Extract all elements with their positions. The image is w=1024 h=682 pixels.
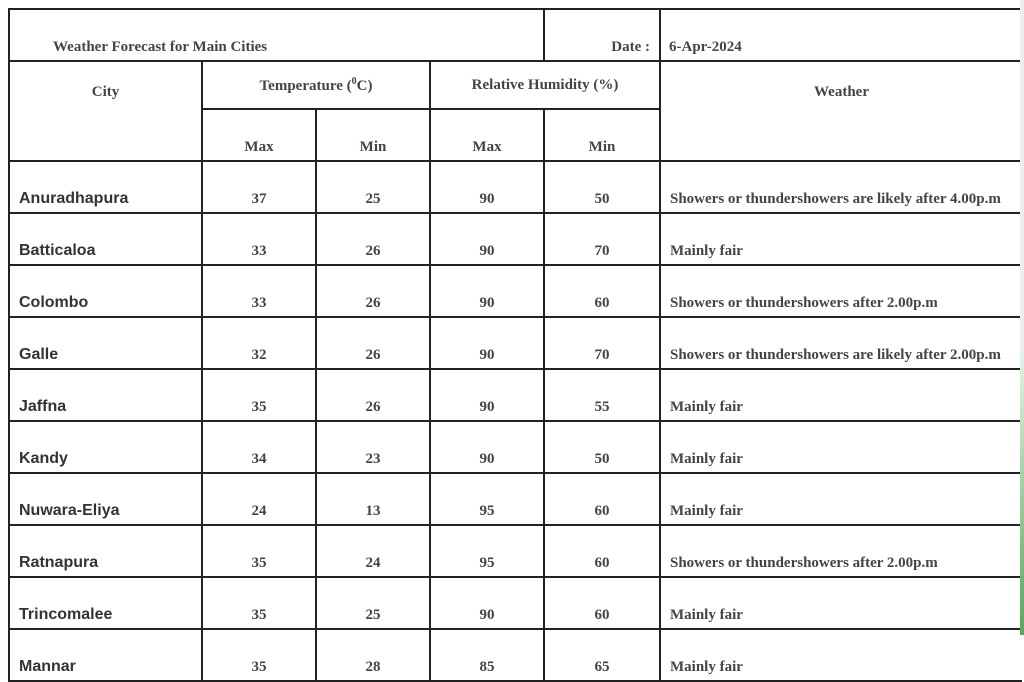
- temp-min-value: 26: [316, 317, 430, 369]
- weather-description: Showers or thundershowers are likely after 4.00p.m: [660, 161, 1022, 213]
- column-header-city: City: [9, 61, 202, 161]
- humidity-max-value: 90: [430, 213, 544, 265]
- temp-min-value: 25: [316, 161, 430, 213]
- table-row: [9, 525, 1022, 577]
- city-name: Jaffna: [9, 369, 202, 421]
- humidity-min-value: 70: [544, 213, 660, 265]
- temp-max-value: 33: [202, 213, 316, 265]
- temperature-label-prefix: Temperature (: [259, 77, 352, 94]
- temp-max-value: 35: [202, 525, 316, 577]
- temperature-degree-sup: 0: [351, 75, 357, 87]
- temp-max-value: 35: [202, 369, 316, 421]
- weather-description: Showers or thundershowers after 2.00p.m: [660, 265, 1022, 317]
- temp-min-value: 26: [316, 369, 430, 421]
- weather-description: Mainly fair: [660, 629, 1022, 681]
- humidity-max-value: 90: [430, 369, 544, 421]
- temp-min-value: 25: [316, 577, 430, 629]
- temp-min-value: 26: [316, 265, 430, 317]
- city-name: Mannar: [9, 629, 202, 681]
- forecast-table: [8, 8, 1022, 682]
- table-row: [9, 421, 1022, 473]
- weather-description: Mainly fair: [660, 577, 1022, 629]
- humidity-max-value: 95: [430, 525, 544, 577]
- column-header-hum-max: Max: [430, 109, 544, 161]
- header-row-1: [9, 61, 1022, 109]
- temp-max-value: 24: [202, 473, 316, 525]
- weather-description: Mainly fair: [660, 213, 1022, 265]
- humidity-min-value: 50: [544, 421, 660, 473]
- humidity-min-value: 60: [544, 265, 660, 317]
- humidity-min-value: 55: [544, 369, 660, 421]
- table-body: [9, 161, 1022, 681]
- window-edge-strip: [1020, 0, 1024, 635]
- weather-description: Showers or thundershowers after 2.00p.m: [660, 525, 1022, 577]
- temp-min-value: 23: [316, 421, 430, 473]
- humidity-max-value: 90: [430, 265, 544, 317]
- column-header-temp-max: Max: [202, 109, 316, 161]
- city-name: Batticaloa: [9, 213, 202, 265]
- temperature-label-suffix: C): [356, 77, 373, 94]
- temp-max-value: 35: [202, 629, 316, 681]
- title-row: [9, 9, 1022, 61]
- humidity-min-value: 50: [544, 161, 660, 213]
- column-header-weather: Weather: [660, 61, 1022, 161]
- temp-min-value: 26: [316, 213, 430, 265]
- humidity-min-value: 65: [544, 629, 660, 681]
- temp-max-value: 37: [202, 161, 316, 213]
- table-row: [9, 629, 1022, 681]
- table-row: [9, 265, 1022, 317]
- column-header-temp-min: Min: [316, 109, 430, 161]
- city-name: Trincomalee: [9, 577, 202, 629]
- city-name: Nuwara-Eliya: [9, 473, 202, 525]
- date-value: 6-Apr-2024: [660, 9, 1022, 61]
- table-row: [9, 317, 1022, 369]
- table-row: [9, 473, 1022, 525]
- temp-min-value: 13: [316, 473, 430, 525]
- weather-description: Showers or thundershowers are likely after 2.00p.m: [660, 317, 1022, 369]
- column-header-temperature: [202, 61, 430, 109]
- weather-description: Mainly fair: [660, 369, 1022, 421]
- city-name: Ratnapura: [9, 525, 202, 577]
- city-name: Anuradhapura: [9, 161, 202, 213]
- humidity-min-value: 70: [544, 317, 660, 369]
- humidity-max-value: 95: [430, 473, 544, 525]
- humidity-max-value: 90: [430, 421, 544, 473]
- weather-description: Mainly fair: [660, 421, 1022, 473]
- column-header-hum-min: Min: [544, 109, 660, 161]
- temp-max-value: 32: [202, 317, 316, 369]
- humidity-min-value: 60: [544, 473, 660, 525]
- temp-min-value: 24: [316, 525, 430, 577]
- date-label: Date :: [544, 9, 660, 61]
- city-name: Colombo: [9, 265, 202, 317]
- humidity-min-value: 60: [544, 577, 660, 629]
- humidity-min-value: 60: [544, 525, 660, 577]
- humidity-max-value: 90: [430, 161, 544, 213]
- table-row: [9, 161, 1022, 213]
- city-name: Galle: [9, 317, 202, 369]
- page-title: Weather Forecast for Main Cities: [9, 9, 544, 61]
- temp-max-value: 34: [202, 421, 316, 473]
- humidity-max-value: 90: [430, 317, 544, 369]
- table-row: [9, 577, 1022, 629]
- temp-max-value: 33: [202, 265, 316, 317]
- weather-description: Mainly fair: [660, 473, 1022, 525]
- table-row: [9, 369, 1022, 421]
- temp-min-value: 28: [316, 629, 430, 681]
- table-row: [9, 213, 1022, 265]
- column-header-humidity: Relative Humidity (%): [430, 61, 660, 109]
- temp-max-value: 35: [202, 577, 316, 629]
- humidity-max-value: 90: [430, 577, 544, 629]
- humidity-max-value: 85: [430, 629, 544, 681]
- city-name: Kandy: [9, 421, 202, 473]
